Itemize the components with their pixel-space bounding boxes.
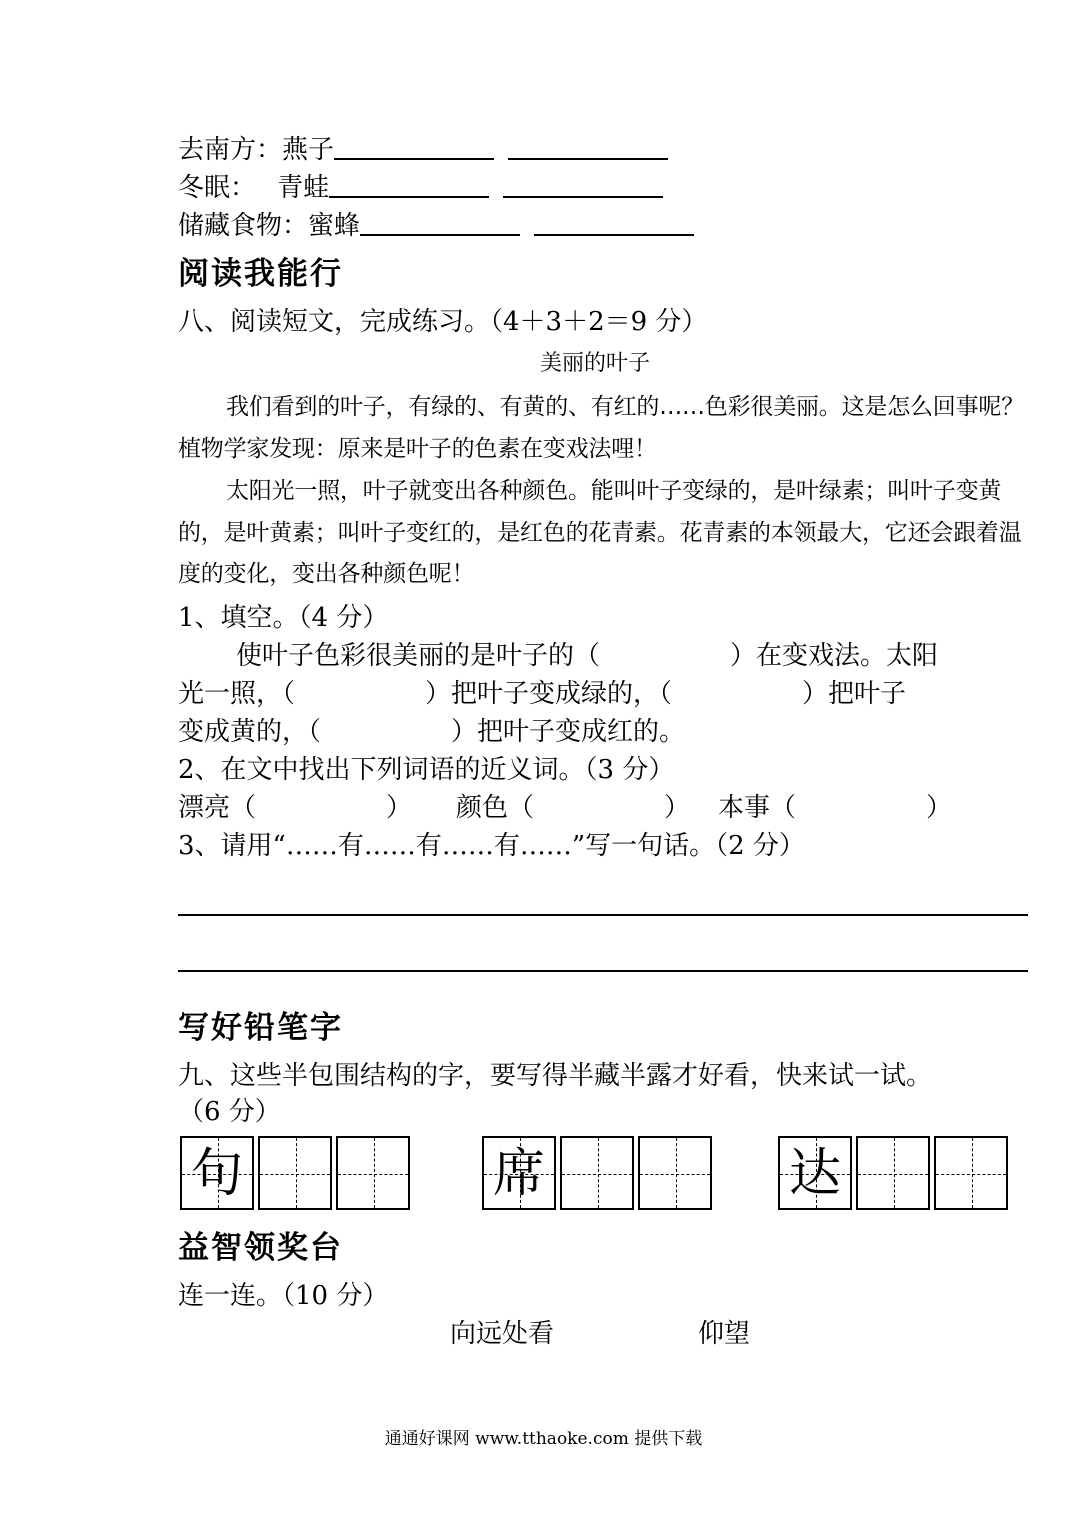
page-footer: 通通好课网 www.tthaoke.com 提供下载 xyxy=(384,1429,703,1449)
q1-line-1: 使叶子色彩很美丽的是叶子的（ ）在变戏法。太阳 xyxy=(236,641,939,671)
q2-item-benshi: 本事（ ） xyxy=(718,793,953,823)
question-9-line-2: （6 分） xyxy=(178,1097,281,1127)
q1-line-3: 变成黄的，（ ）把叶子变成红的。 xyxy=(178,717,686,747)
practice-grid[interactable] xyxy=(934,1136,1008,1210)
answer-blank[interactable] xyxy=(508,134,668,160)
practice-grid[interactable] xyxy=(856,1136,930,1210)
connect-word-left[interactable]: 向远处看 xyxy=(450,1319,555,1349)
passage-paragraph-2: 太阳光一照，叶子就变出各种颜色。能叫叶子变绿的，是叶绿素；叫叶子变黄的，是叶黄素；叫叶子变红的，是红色的花青素。花青素的本领最大，它还会跟着温度的变化，变出各种颜色呢！ xyxy=(178,478,1022,587)
question-8: 八、阅读短文，完成练习。（4＋3＋2＝9 分） xyxy=(178,307,708,337)
model-char: 席 xyxy=(492,1144,545,1204)
q1-title: 1、填空。（4 分） xyxy=(178,603,389,633)
practice-grid[interactable] xyxy=(258,1136,332,1210)
answer-blank[interactable] xyxy=(534,210,694,236)
q2-item-yanse: 颜色（ ） xyxy=(456,793,691,823)
passage-title: 美丽的叶子 xyxy=(540,351,651,376)
section-heading-puzzle: 益智领奖台 xyxy=(178,1230,343,1266)
section-heading-reading: 阅读我能行 xyxy=(178,256,343,292)
fill-line-store-food xyxy=(178,210,694,242)
passage-paragraph-1: 我们看到的叶子，有绿的、有黄的、有红的……色彩很美丽。这是怎么回事呢？植物学家发现：原来是叶子的色素在变戏法哩！ xyxy=(178,394,1025,462)
answer-blank[interactable] xyxy=(360,210,520,236)
answer-blank[interactable] xyxy=(329,172,489,198)
writing-line[interactable] xyxy=(178,970,1028,972)
practice-grid[interactable] xyxy=(336,1136,410,1210)
writing-line[interactable] xyxy=(178,914,1028,916)
practice-grid-char xyxy=(482,1136,556,1210)
section-heading-writing: 写好铅笔字 xyxy=(178,1010,343,1046)
model-char: 达 xyxy=(788,1144,841,1204)
fill-label: 储藏食物：蜜蜂 xyxy=(178,211,361,241)
practice-grid-char xyxy=(778,1136,852,1210)
answer-blank[interactable] xyxy=(503,172,663,198)
answer-blank[interactable] xyxy=(334,134,494,160)
practice-grid[interactable] xyxy=(638,1136,712,1210)
q2-title: 2、在文中找出下列词语的近义词。（3 分） xyxy=(178,755,675,785)
model-char: 句 xyxy=(190,1144,243,1204)
question-9-line-1: 九、这些半包围结构的字，要写得半藏半露才好看，快来试一试。 xyxy=(178,1061,933,1091)
q2-item-piaoliang: 漂亮（ ） xyxy=(178,793,413,823)
fill-label: 冬眠： 青蛙 xyxy=(178,173,330,203)
practice-grid[interactable] xyxy=(560,1136,634,1210)
fill-line-south xyxy=(178,134,668,166)
q3-title: 3、请用“……有……有……有……”写一句话。（2 分） xyxy=(178,831,805,861)
question-connect: 连一连。（10 分） xyxy=(178,1281,389,1311)
practice-grid-char xyxy=(180,1136,254,1210)
connect-word-right[interactable]: 仰望 xyxy=(698,1319,751,1349)
fill-label: 去南方：燕子 xyxy=(178,135,335,165)
fill-line-hibernate xyxy=(178,172,663,204)
q1-line-2: 光一照，（ ）把叶子变成绿的，（ ）把叶子 xyxy=(178,679,907,709)
